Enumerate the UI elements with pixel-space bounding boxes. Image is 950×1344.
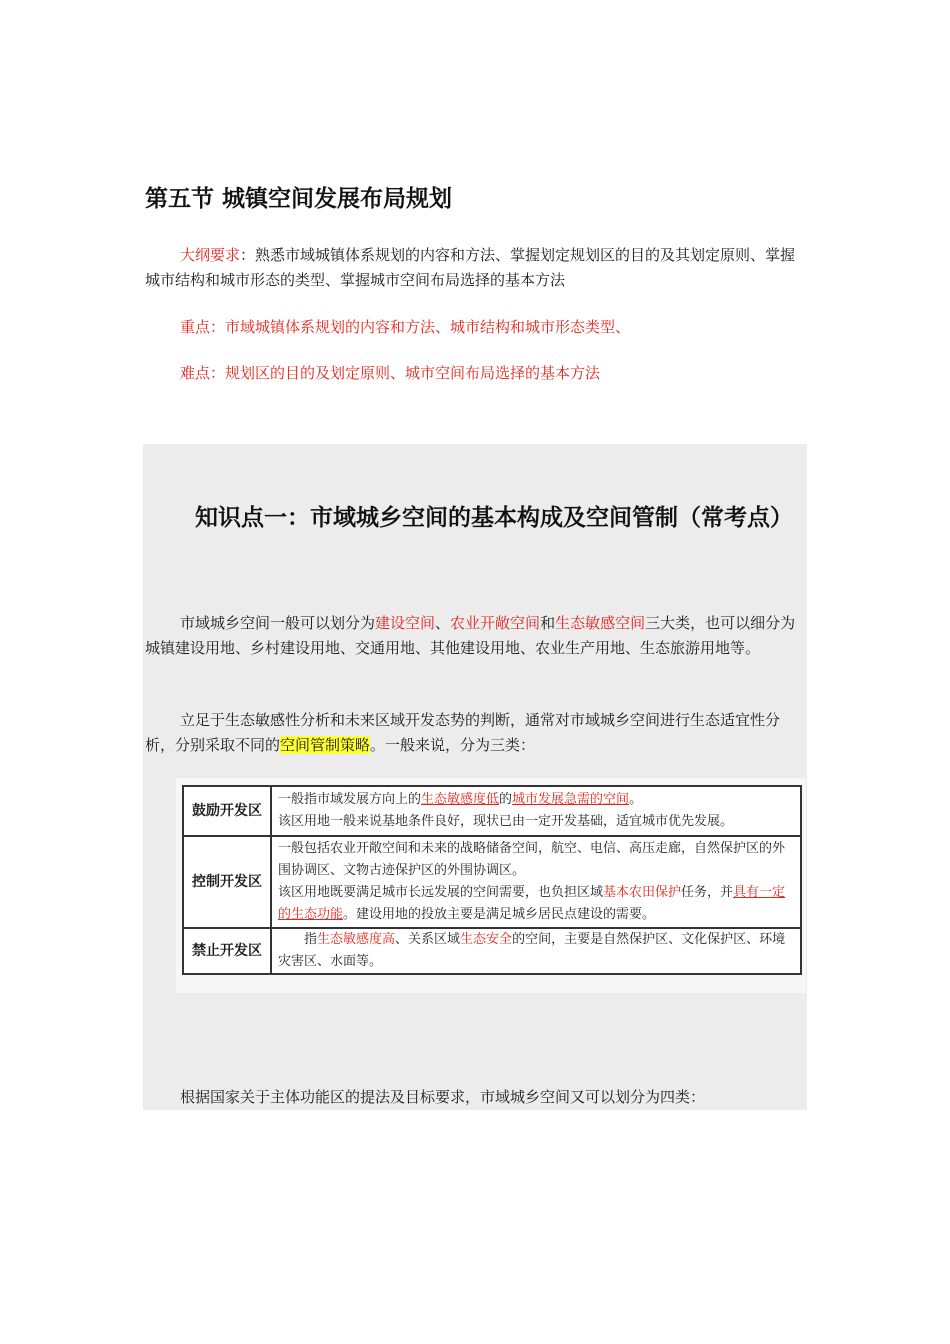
p1-text-3: 和	[540, 614, 556, 632]
p2-highlight-strategy: 空间管制策略	[280, 736, 371, 754]
p1-text-2: 、	[435, 614, 451, 632]
desc-text: 的空间，主要是自然保护区、文化保护区、环境灾害区、水面等。	[278, 932, 786, 969]
desc-red: 基本农田保护	[603, 885, 682, 900]
zone-desc-prohibited	[271, 928, 801, 974]
desc-text: 。	[629, 792, 643, 807]
desc-red: 生态敏感度低	[421, 792, 500, 807]
zone-desc-controlled	[271, 836, 801, 928]
desc-red: 生态敏感度高	[317, 932, 396, 947]
p1-construction-space: 建设空间	[375, 614, 436, 632]
desc-text: 。建设用地的投放主要是满足城乡居民点建设的需要。	[343, 907, 656, 922]
desc-text: 任务，并	[681, 885, 734, 900]
p2-text-2: 。一般来说，分为三类：	[370, 736, 536, 754]
desc-red: 生态安全	[460, 932, 513, 947]
p1-agricultural-space: 农业开敞空间	[450, 614, 541, 632]
zone-table	[182, 785, 802, 975]
p1-ecological-space: 生态敏感空间	[555, 614, 646, 632]
section-title: 第五节 城镇空间发展布局规划	[145, 186, 453, 212]
zone-label-controlled: 控制开发区	[183, 836, 271, 928]
zone-table-figure	[176, 778, 806, 993]
desc-text: 一般包括农业开敞空间和未来的战略储备空间，航空、电信、高压走廊，自然保护区的外围协调区、文物古迹保护区的外围协调区。	[278, 841, 786, 878]
table-row	[183, 786, 801, 836]
desc-text: 的	[499, 792, 513, 807]
desc-red: 具有一定的生态功能	[278, 885, 786, 922]
table-row	[183, 928, 801, 974]
p2-text-1: 立足于生态敏感性分析和未来区域开发态势的判断，通常对市域城乡空间进行生态适宜性分析，分别采取不同的	[145, 711, 781, 754]
knowledge-panel	[143, 444, 807, 1110]
spatial-control-paragraph	[145, 708, 807, 758]
desc-text: 指	[304, 932, 318, 947]
knowledge-point-heading: 知识点一：市域城乡空间的基本构成及空间管制（常考点）	[195, 505, 793, 531]
zone-desc-encouraged	[271, 786, 801, 836]
desc-text: 、关系区域	[395, 932, 461, 947]
desc-text: 一般指市域发展方向上的	[278, 792, 422, 807]
syllabus-requirements	[145, 243, 807, 293]
syllabus-label: 大纲要求	[180, 246, 241, 264]
p1-text-4: 三大类，也可以细分为城镇建设用地、乡村建设用地、交通用地、其他建设用地、农业生产用地、生态旅游用地等。	[145, 614, 796, 657]
key-points: 重点：市域城镇体系规划的内容和方法、城市结构和城市形态类型、	[180, 318, 631, 336]
space-division-paragraph	[145, 611, 807, 661]
desc-red: 城市发展急需的空间	[512, 792, 630, 807]
zone-label-encouraged: 鼓励开发区	[183, 786, 271, 836]
syllabus-text: ：熟悉市域城镇体系规划的内容和方法、掌握划定规划区的目的及其划定原则、掌握城市结构和城市形态的类型、掌握城市空间布局选择的基本方法	[145, 246, 796, 289]
desc-text: 该区用地既要满足城市长远发展的空间需要，也负担区域	[278, 885, 604, 900]
difficult-points: 难点：规划区的目的及划定原则、城市空间布局选择的基本方法	[180, 364, 601, 382]
p1-text-1: 市域城乡空间一般可以划分为	[180, 614, 376, 632]
desc-text: 该区用地一般来说基地条件良好，现状已由一定开发基础，适宜城市优先发展。	[278, 814, 734, 829]
main-function-area-paragraph: 根据国家关于主体功能区的提法及目标要求，市域城乡空间又可以划分为四类：	[180, 1088, 706, 1106]
zone-label-prohibited: 禁止开发区	[183, 928, 271, 974]
table-row	[183, 836, 801, 928]
